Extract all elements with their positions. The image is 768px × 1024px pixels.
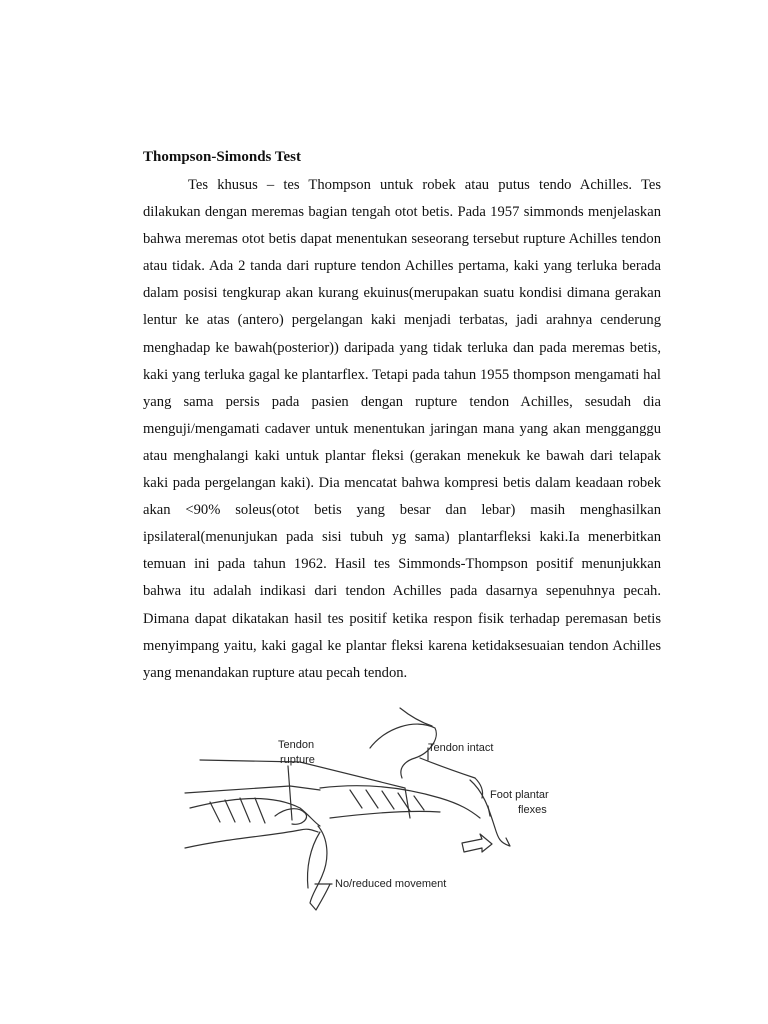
label-no-movement: No/reduced movement: [335, 878, 447, 890]
upper-calf-hatching: [350, 790, 424, 811]
label-tendon-rupture-1: Tendon: [278, 739, 315, 751]
movement-arrow: [462, 834, 492, 852]
label-foot-plantar-2: flexes: [518, 804, 547, 816]
tendon-line: [420, 758, 475, 778]
label-foot-plantar-1: Foot plantar: [490, 789, 549, 801]
label-tendon-intact: Tendon intact: [428, 742, 494, 754]
illustration-svg: [170, 698, 590, 918]
upper-arm: [400, 708, 432, 726]
upper-heel: [475, 778, 483, 798]
body-paragraph: Tes khusus – tes Thompson untuk robek atau putus tendo Achilles. Tes dilakukan dengan meremas bagian tengah otot betis. Pada 1957 simmonds menjelaskan bahwa meremas otot betis dapat menentukan seseorang tersebut rupture Achilles tendon atau tidak. Ada 2 tanda dari rupture tendon Achilles pertama, kaki yang terluka berada dalam posisi tengkurap akan kurang ekuinus(merupakan suatu kondisi dimana gerakan lentur ke atas (antero) pergelangan kaki menjadi terbatas, jadi arahnya cenderung menghadap ke bawah(posterior)) daripada yang tidak terluka dan pada meremas betis, kaki yang terluka gagal ke plantarflex. Tetapi pada tahun 1955 thompson mengamati hal yang sama persis pada pasien dengan rupture tendon Achilles, sesudah dia menguji/mengamati cadaver untuk menentukan jaringan mana yang akan mengganggu atau menghalangi kaki untuk plantar fleksi (gerakan menekuk ke bawah dari telapak kaki pada pergelangan kaki). Dia mencatat bahwa kompresi betis dalam keadaan robek akan <90% soleus(otot betis yang besar dan lebar) masih menghasilkan ipsilateral(menunjukan pada sisi tubuh yg sama) plantarfleksi kaki.Ia menerbitkan temuan ini pada tahun 1962. Hasil tes Simmonds-Thompson positif menunjukkan bahwa itu adalah indikasi dari tendon Achilles pada dasarnya sepenuhnya pecah. Dimana dapat dikatakan hasil tes positif ketika respon fisik terhadap peremasan betis menyimpang yaitu, kaki gagal ke plantar fleksi karena ketidaksesuaian tendon Achilles yang menandakan rupture atau pecah tendon.: [143, 177, 661, 681]
upper-table-edge: [200, 760, 410, 818]
section-heading: Thompson-Simonds Test: [143, 149, 301, 165]
upper-leg-outline: [320, 786, 480, 818]
lower-leg-outline: [190, 799, 320, 826]
thompson-test-illustration: [170, 698, 590, 918]
lower-leg-underside: [185, 829, 318, 848]
upper-leg-underside: [330, 811, 440, 818]
lower-foot: [310, 826, 330, 910]
lower-foot-back: [308, 832, 321, 888]
leader-rupture: [288, 766, 292, 820]
lower-table-edge: [185, 786, 320, 793]
label-tendon-rupture-2: rupture: [280, 754, 315, 766]
upper-hand: [370, 724, 436, 778]
